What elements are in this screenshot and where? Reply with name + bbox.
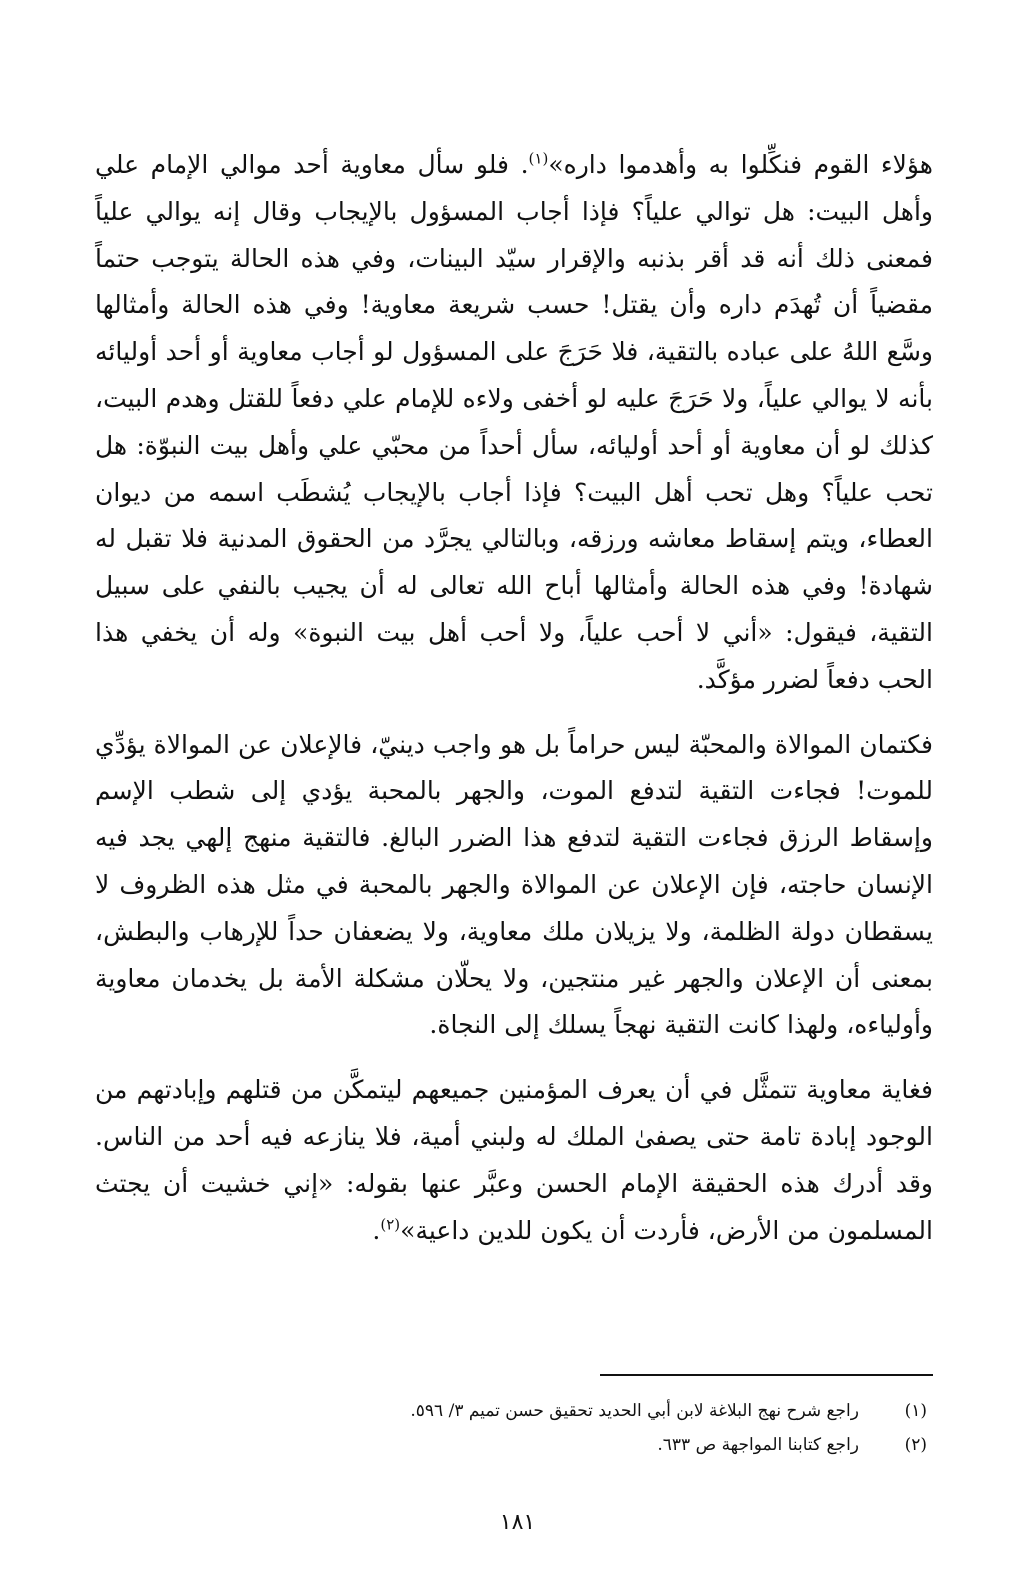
paragraph-1-text: هؤلاء القوم فنكِّلوا به وأهدموا داره» bbox=[548, 150, 933, 179]
paragraph-3-tail: . bbox=[372, 1215, 381, 1245]
footnote-ref-1: (١) bbox=[528, 149, 549, 168]
footnotes bbox=[295, 1394, 933, 1462]
page-body bbox=[95, 142, 933, 1254]
footnote-2-text: راجع كتابنا المواجهة ص ٦٣٣. bbox=[657, 1435, 859, 1455]
paragraph-3-text: فغاية معاوية تتمثَّل في أن يعرف المؤمنين جميعهم ليتمكَّن من قتلهم وإبادتهم من الوجود إبادة تامة حتى يصفىٰ الملك له ولبني أمية، فلا ينازعه فيه أحد من الناس. وقد أدرك هذه الحقيقة الإمام الحسن وعبَّر عنها بقوله: «إني خشيت أن يجتث المسلمون من الأرض، فأردت أن يكون للدين داعية» bbox=[95, 1075, 933, 1245]
footnote-divider bbox=[600, 1374, 933, 1376]
footnote-1-number: (١) bbox=[904, 1401, 927, 1421]
paragraph-2-text: فكتمان الموالاة والمحبّة ليس حراماً بل هو واجب دينيّ، فالإعلان عن الموالاة يؤدِّي للموت! فجاءت التقية لتدفع الموت، والجهر بالمحبة يؤدي إلى شطب الإسم وإسقاط الرزق فجاءت التقية لتدفع هذا الضرر البالغ. فالتقية منهج إلهي يجد فيه الإنسان حاجته، فإن الإعلان عن الموالاة والجهر بالمحبة في مثل هذه الظروف لا يسقطان دولة الظلمة، ولا يزيلان ملك معاوية، ولا يضعفان حداً للإرهاب والبطش، بمعنى أن الإعلان والجهر غير منتجين، ولا يحلّان مشكلة الأمة بل يخدمان معاوية وأولياءه، ولهذا كانت التقية نهجاً يسلك إلى النجاة. bbox=[95, 729, 933, 1040]
paragraph-1-tail: . فلو سأل معاوية أحد موالي الإمام علي وأهل البيت: هل توالي علياً؟ فإذا أجاب المسؤول بالإيجاب وقال إنه يوالي علياً فمعنى ذلك أنه قد أقر بذنبه والإقرار سيّد البينات، وفي هذه الحالة يتوجب حتماً مقضياً أن تُهدَم داره وأن يقتل! حسب شريعة معاوية! وفي هذه الحالة وأمثالها وسَّع اللهُ على عباده بالتقية، فلا حَرَجَ على المسؤول لو أجاب معاوية أو أحد أوليائه بأنه لا يوالي علياً، ولا حَرَجَ عليه لو أخفى ولاءه للإمام علي دفعاً للقتل وهدم البيت، كذلك لو أن معاوية أو أحد أوليائه، سأل أحداً من محبّي علي وأهل بيت النبوّة: هل تحب علياً؟ وهل تحب أهل البيت؟ فإذا أجاب بالإيجاب يُشطَب اسمه من ديوان العطاء، ويتم إسقاط معاشه ورزقه، وبالتالي يجرَّد من الحقوق المدنية فلا تقبل له شهادة! وفي هذه الحالة وأمثالها أباح الله تعالى له أن يجيب بالنفي على سبيل التقية، فيقول: «أني لا أحب علياً، ولا أحب أهل بيت النبوة» وله أن يخفي هذا الحب دفعاً لضرر مؤكَّد. bbox=[95, 150, 933, 694]
footnote-2-number: (٢) bbox=[904, 1435, 927, 1455]
paragraph-1 bbox=[95, 142, 933, 704]
footnote-1-text: راجع شرح نهج البلاغة لابن أبي الحديد تحقيق حسن تميم ٣/ ٥٩٦. bbox=[410, 1401, 859, 1421]
paragraph-2 bbox=[95, 722, 933, 1050]
footnote-1 bbox=[295, 1394, 933, 1428]
footnote-ref-2: (٢) bbox=[380, 1215, 401, 1234]
page-number: ١٨١ bbox=[499, 1510, 536, 1535]
paragraph-3 bbox=[95, 1067, 933, 1254]
footnote-2 bbox=[295, 1428, 933, 1462]
